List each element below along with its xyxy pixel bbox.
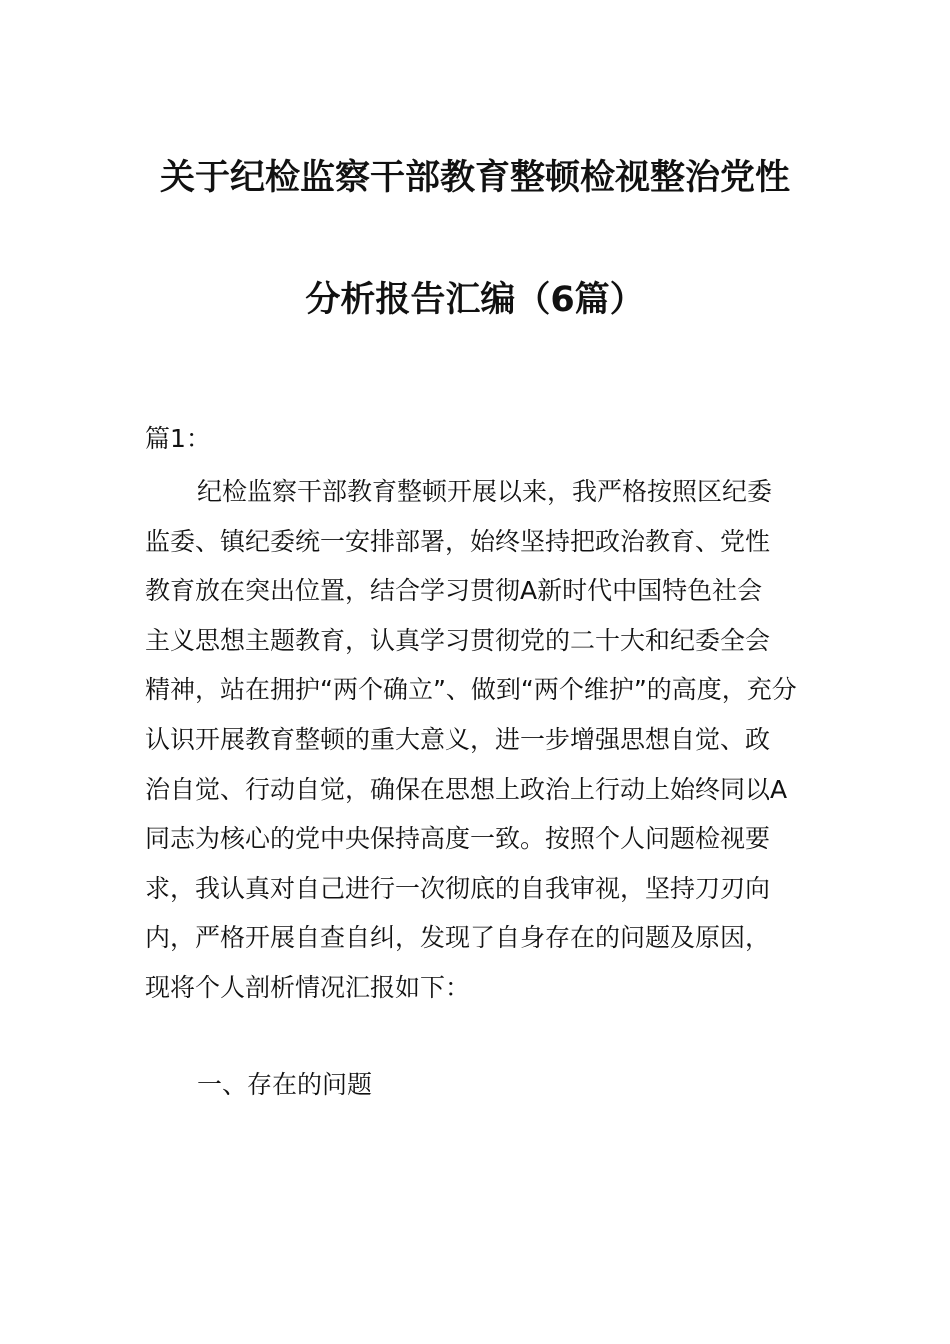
paragraph-line: 同志为核心的党中央保持高度一致。按照个人问题检视要: [145, 824, 771, 854]
document-title-line-1: 关于纪检监察干部教育整顿检视整治党性: [159, 158, 790, 198]
paragraph-line: 主义思想主题教育，认真学习贯彻党的二十大和纪委全会: [145, 625, 771, 655]
paragraph-line: 纪检监察干部教育整顿开展以来，我严格按照区纪委: [197, 477, 773, 506]
paragraph-line: 求，我认真对自己进行一次彻底的自我审视，坚持刀刃向: [145, 873, 771, 903]
paragraph-line: 精神，站在拥护“两个确立”、做到“两个维护”的高度，充分: [145, 675, 797, 705]
paragraph-line: 监委、镇纪委统一安排部署，始终坚持把政治教育、党性: [145, 526, 771, 556]
section-heading: 一、存在的问题: [197, 1070, 373, 1099]
body-paragraph: [145, 467, 810, 1013]
paragraph-line: 教育放在突出位置，结合学习贯彻A新时代中国特色社会: [145, 576, 763, 606]
paragraph-line: 认识开展教育整顿的重大意义，进一步增强思想自觉、政: [145, 724, 771, 754]
paragraph-line: 现将个人剖析情况汇报如下：: [145, 972, 471, 1002]
paragraph-line: 内，严格开展自查自纠，发现了自身存在的问题及原因，: [145, 923, 771, 953]
section-label: 篇1：: [145, 424, 211, 453]
document-title-line-2: 分析报告汇编（6篇）: [305, 280, 645, 320]
paragraph-line: 治自觉、行动自觉，确保在思想上政治上行动上始终同以A: [145, 774, 788, 804]
